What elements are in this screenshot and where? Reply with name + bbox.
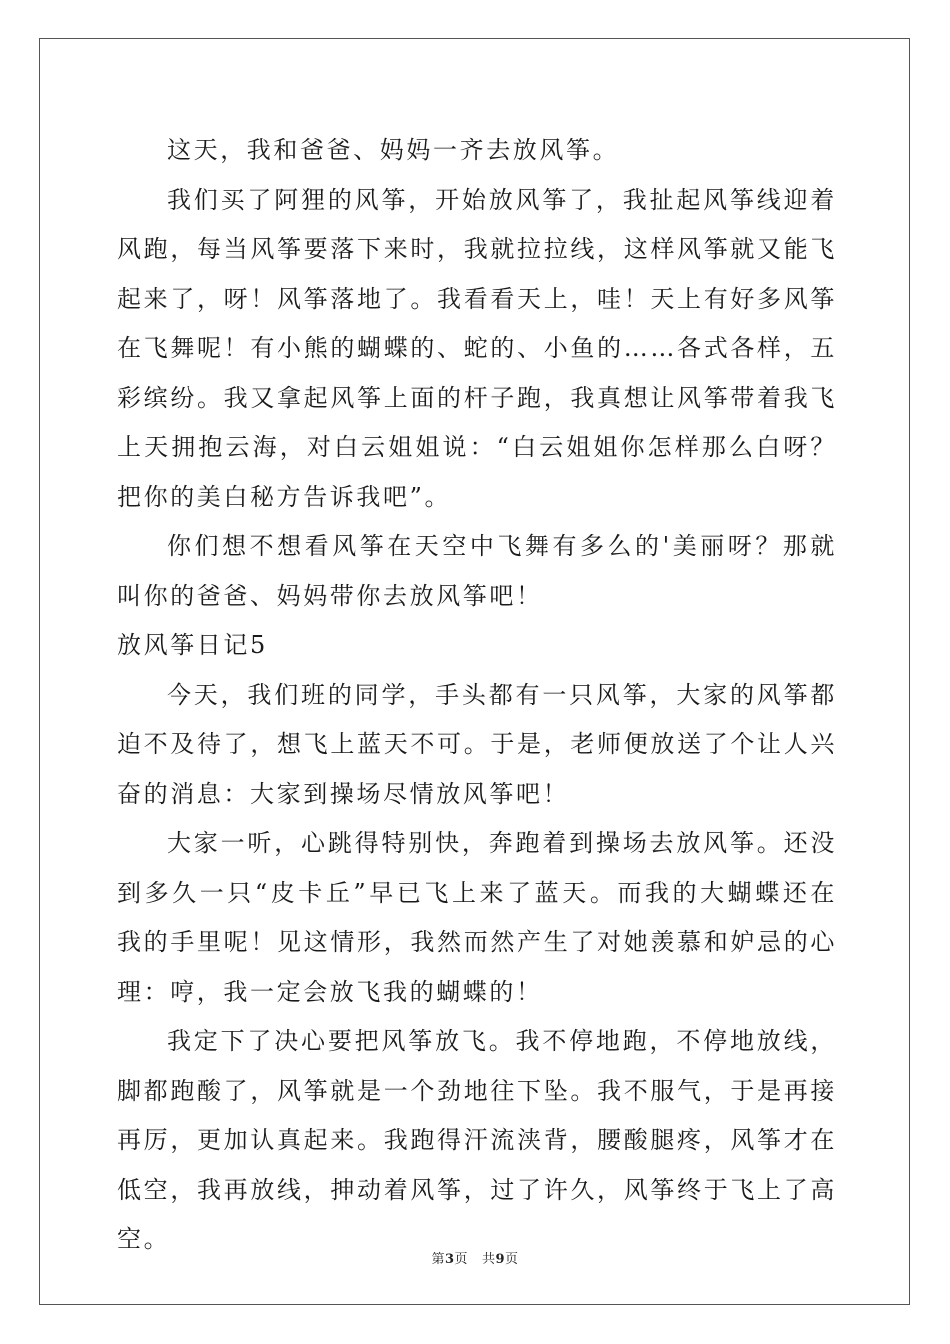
section-heading: 放风筝日记5 <box>117 631 268 659</box>
paragraph: 这天，我和爸爸、妈妈一齐去放风筝。 <box>167 136 620 164</box>
total-prefix: 共 <box>481 1252 496 1267</box>
total-suffix: 页 <box>505 1252 519 1267</box>
paragraph: 大家一听，心跳得特别快，奔跑着到操场去放风筝。还没到多久一只“皮卡丘”早已飞上来了蓝天。而我的大蝴蝶还在我的手里呢！见这情形，我然而然产生了对她羡慕和妒忌的心理：哼，我一定会放飞我的蝴蝶的！ <box>117 829 837 1006</box>
page-suffix: 页 <box>454 1252 469 1267</box>
total-pages: 9 <box>495 1252 506 1267</box>
paragraph: 今天，我们班的同学，手头都有一只风筝，大家的风筝都迫不及待了，想飞上蓝天不可。于是，老师便放送了个让人兴奋的消息：大家到操场尽情放风筝吧！ <box>117 680 837 808</box>
page-prefix: 第 <box>431 1252 445 1267</box>
document-body <box>117 126 837 1265</box>
paragraph: 我定下了决心要把风筝放飞。我不停地跑，不停地放线，脚都跑酸了，风筝就是一个劲地往下坠。我不服气，于是再接再厉，更加认真起来。我跑得汗流浃背，腰酸腿疼，风筝才在低空，我再放线，抻动着风筝，过了许久，风筝终于飞上了高空。 <box>117 1027 837 1253</box>
page-footer <box>0 1248 950 1267</box>
paragraph: 我们买了阿狸的风筝，开始放风筝了，我扯起风筝线迎着风跑，每当风筝要落下来时，我就拉拉线，这样风筝就又能飞起来了，呀！风筝落地了。我看看天上，哇！天上有好多风筝在飞舞呢！有小熊的蝴蝶的、蛇的、小鱼的……各式各样，五彩缤纷。我又拿起风筝上面的杆子跑，我真想让风筝带着我飞上天拥抱云海，对白云姐姐说：“白云姐姐你怎样那么白呀？把你的美白秘方告诉我吧”。 <box>117 185 837 511</box>
page-number: 3 <box>444 1252 455 1267</box>
paragraph: 你们想不想看风筝在天空中飞舞有多么的'美丽呀？那就叫你的爸爸、妈妈带你去放风筝吧！ <box>117 532 837 610</box>
